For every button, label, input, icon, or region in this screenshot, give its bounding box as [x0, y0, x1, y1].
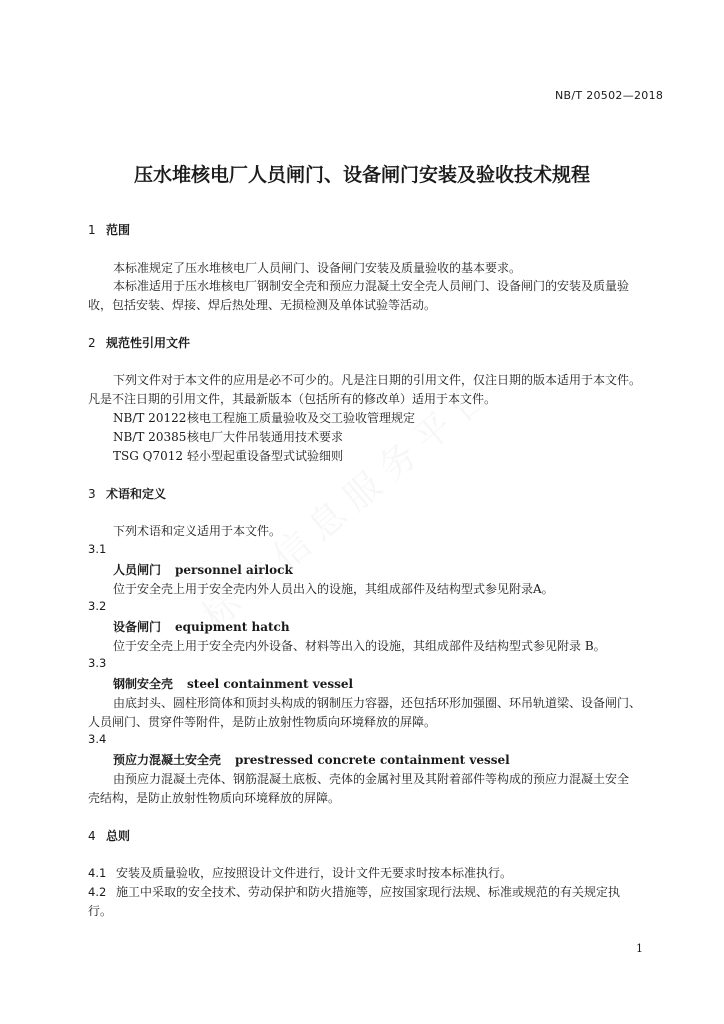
section-3-heading: [88, 485, 166, 502]
term-zh: 设备闸门: [113, 620, 162, 634]
term-en: personnel airlock: [175, 563, 293, 577]
term-number: 3.4: [88, 732, 107, 746]
paragraph: 下列术语和定义适用于本文件。: [113, 524, 282, 538]
term-heading: [113, 618, 290, 635]
term-number: 3.3: [88, 656, 107, 670]
term-zh: 预应力混凝土安全壳: [113, 753, 222, 767]
paragraph: 本标准规定了压水堆核电厂人员闸门、设备闸门安装及质量验收的基本要求。: [113, 261, 522, 275]
term-heading: [113, 675, 353, 692]
term-en: prestressed concrete containment vessel: [235, 753, 510, 767]
term-heading: [113, 561, 293, 578]
term-number: 3.2: [88, 599, 107, 613]
paragraph-continuation: 收，包括安装、焊接、焊后热处理、无损检测及单体试验等活动。: [88, 298, 437, 312]
reference-title: 轻小型起重设备型式试验细则: [187, 449, 344, 463]
section-2-heading: [88, 334, 190, 351]
section-4-heading: [88, 827, 130, 844]
page-number: 1: [636, 942, 643, 955]
clause-text: 施工中采取的安全技术、劳动保护和防火措施等，应按国家现行法规、标准或规范的有关规定执: [116, 885, 621, 899]
section-number: 2: [88, 336, 96, 350]
reference-item: [113, 428, 343, 445]
reference-code: NB/T 20385: [113, 430, 187, 444]
term-zh: 钢制安全壳: [113, 677, 174, 691]
document-title: 压水堆核电厂人员闸门、设备闸门安装及验收技术规程: [133, 164, 590, 186]
term-number: 3.1: [88, 542, 107, 556]
section-title: 范围: [106, 223, 131, 237]
term-definition: 由底封头、圆柱形筒体和顶封头构成的钢制压力容器，还包括环形加强圈、环吊轨道梁、设备闸门、: [113, 696, 642, 710]
reference-code: NB/T 20122: [113, 411, 187, 425]
standard-number: NB/T 20502—2018: [555, 89, 664, 102]
paragraph-continuation: 凡是不注日期的引用文件，其最新版本（包括所有的修改单）适用于本文件。: [88, 392, 497, 406]
reference-item: [113, 409, 415, 426]
term-definition: 位于安全壳上用于安全壳内外人员出入的设施，其组成部件及结构型式参见附录A。: [113, 582, 554, 596]
term-definition: 由预应力混凝土壳体、钢筋混凝土底板、壳体的金属衬里及其附着部件等构成的预应力混凝土安全: [113, 772, 630, 786]
clause-text: 安装及质量验收，应按照设计文件进行，设计文件无要求时按本标准执行。: [116, 866, 513, 880]
paragraph: 下列文件对于本文件的应用是必不可少的。凡是注日期的引用文件，仅注日期的版本适用于本文件。: [113, 373, 642, 387]
section-number: 1: [88, 223, 96, 237]
clause-number: 4.1: [88, 866, 107, 880]
section-number: 4: [88, 829, 96, 843]
clause: [88, 864, 512, 881]
reference-item: [113, 447, 343, 464]
section-title: 术语和定义: [106, 487, 167, 501]
clause-continuation: 行。: [88, 904, 113, 918]
reference-title: 核电厂大件吊装通用技术要求: [187, 430, 344, 444]
section-title: 总则: [106, 829, 131, 843]
term-zh: 人员闸门: [113, 563, 162, 577]
term-definition: 位于安全壳上用于安全壳内外设备、材料等出入的设施，其组成部件及结构型式参见附录 B。: [113, 639, 606, 653]
section-1-heading: [88, 221, 130, 238]
term-definition-continuation: 人员闸门、贯穿件等附件，是防止放射性物质向环境释放的屏障。: [88, 715, 437, 729]
clause-number: 4.2: [88, 885, 107, 899]
paragraph: 本标准适用于压水堆核电厂钢制安全壳和预应力混凝土安全壳人员闸门、设备闸门的安装及质量验: [113, 279, 630, 293]
clause: [88, 883, 620, 900]
term-en: steel containment vessel: [187, 677, 354, 691]
term-en: equipment hatch: [175, 620, 290, 634]
reference-code: TSG Q7012: [113, 449, 184, 463]
term-definition-continuation: 壳结构，是防止放射性物质向环境释放的屏障。: [88, 791, 341, 805]
section-number: 3: [88, 487, 96, 501]
term-heading: [113, 751, 510, 768]
section-title: 规范性引用文件: [106, 336, 191, 350]
reference-title: 核电工程施工质量验收及交工验收管理规定: [187, 411, 416, 425]
